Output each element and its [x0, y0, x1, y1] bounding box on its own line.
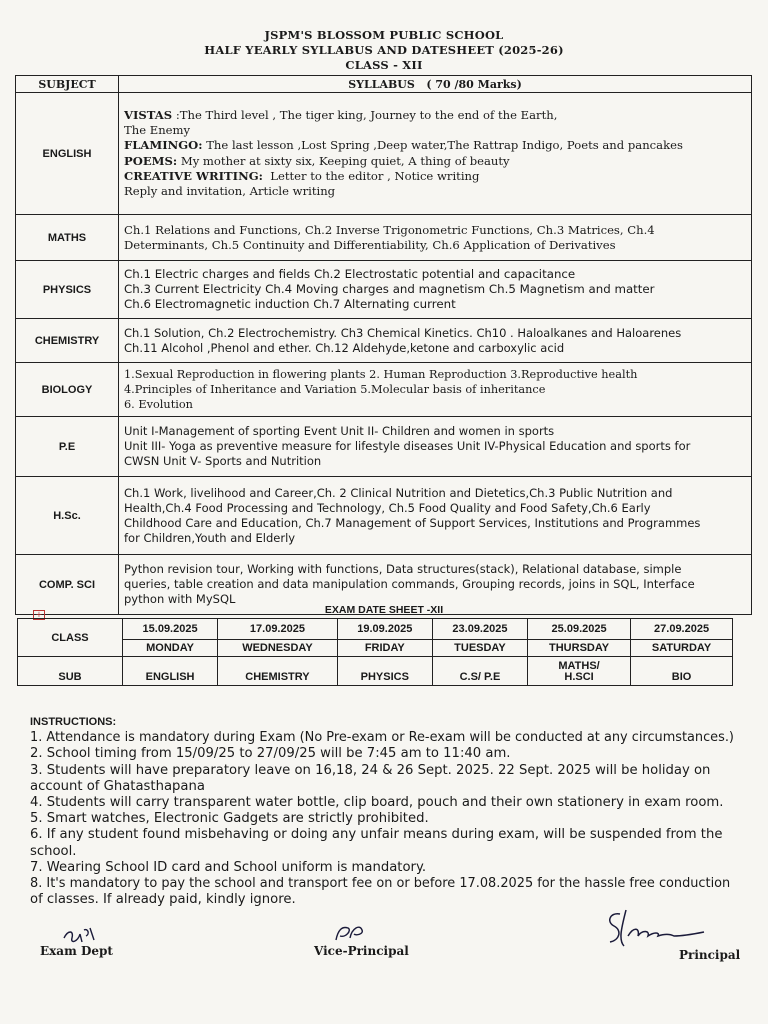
instruction-item: 5. Smart watches, Electronic Gadgets are strictly prohibited. [30, 811, 429, 827]
exam-subject: ENGLISH [123, 657, 218, 686]
syllabus-column-header: SYLLABUS ( 70 /80 Marks) [119, 76, 752, 93]
datesheet-table [17, 618, 733, 686]
creative-writing-label: CREATIVE WRITING: [124, 168, 263, 183]
exam-date: 15.09.2025 [123, 619, 218, 640]
vistas-label: VISTAS [124, 107, 173, 122]
syllabus-line: Determinants, Ch.5 Continuity and Differentiability, Ch.6 Application of Derivatives [124, 237, 616, 252]
datesheet-date-row [18, 619, 733, 640]
syllabus-header-row [16, 76, 752, 93]
syllabus-row-pe [16, 417, 752, 477]
syllabus-line: Ch.3 Current Electricity Ch.4 Moving charges and magnetism Ch.5 Magnetism and matter [124, 282, 655, 296]
syllabus-line: Ch.1 Electric charges and fields Ch.2 Electrostatic potential and capacitance [124, 267, 576, 281]
class-heading: CLASS - XII [345, 58, 423, 72]
instruction-item: school. [30, 843, 77, 859]
subject-biology: BIOLOGY [16, 363, 119, 417]
exam-dept-label: Exam Dept [40, 944, 113, 958]
syllabus-line: 4.Principles of Inheritance and Variation 5.Molecular basis of inheritance [124, 383, 546, 396]
syllabus-physics [119, 261, 752, 319]
instruction-item: 8. It's mandatory to pay the school and transport fee on or before 17.08.2025 for the hassle free conduction [30, 876, 731, 892]
instruction-item: 3. Students will have preparatory leave on 16,18, 24 & 26 Sept. 2025. 22 Sept. 2025 will be holiday on [30, 762, 711, 778]
datesheet-class-label: CLASS [18, 619, 123, 657]
subject-maths: MATHS [16, 215, 119, 261]
syllabus-row-physics [16, 261, 752, 319]
syllabus-row-english [16, 93, 752, 215]
vistas-text-cont: The Enemy [124, 123, 191, 138]
syllabus-line: Health,Ch.4 Food Processing and Technology, Ch.5 Food Quality and Food Safety,Ch.6 Early [124, 500, 651, 515]
principal-signature-icon [600, 906, 710, 952]
exam-date: 27.09.2025 [631, 619, 733, 640]
syllabus-maths [119, 215, 752, 261]
instruction-item: 6. If any student found misbehaving or doing any unfair means during exam, will be suspended from the [30, 827, 723, 843]
exam-subject: CHEMISTRY [218, 657, 338, 686]
syllabus-line: CWSN Unit V- Sports and Nutrition [124, 454, 322, 468]
syllabus-row-hsc [16, 477, 752, 555]
syllabus-row-biology [16, 363, 752, 417]
exam-subject: BIO [631, 657, 733, 686]
exam-date: 17.09.2025 [218, 619, 338, 640]
exam-subject: C.S/ P.E [432, 657, 527, 686]
instruction-item: 2. School timing from 15/09/25 to 27/09/25 will be 7:45 am to 11:40 am. [30, 746, 511, 762]
syllabus-line: for Children,Youth and Elderly [124, 530, 296, 545]
principal-label: Principal [679, 948, 741, 962]
exam-subject: MATHS/ H.SCI [528, 657, 631, 686]
poems-text: My mother at sixty six, Keeping quiet, A thing of beauty [177, 153, 510, 168]
syllabus-line: Unit I-Management of sporting Event Unit II- Children and women in sports [124, 424, 555, 438]
syllabus-pe [119, 417, 752, 477]
creative-writing-text: Letter to the editor , Notice writing [262, 168, 480, 183]
syllabus-line: Ch.6 Electromagnetic induction Ch.7 Alternating current [124, 297, 456, 311]
poems-label: POEMS: [124, 153, 178, 168]
instructions-heading: INSTRUCTIONS: [30, 716, 117, 728]
syllabus-line: Ch.1 Solution, Ch.2 Electrochemistry. Ch3 Chemical Kinetics. Ch10 . Haloalkanes and Haloarenes [124, 325, 682, 340]
exam-day: THURSDAY [528, 640, 631, 657]
subject-physics: PHYSICS [16, 261, 119, 319]
syllabus-biology [119, 363, 752, 417]
plus-box-icon: + [33, 610, 45, 620]
datesheet-day-row [18, 640, 733, 657]
syllabus-line: Unit III- Yoga as preventive measure for lifestyle diseases Unit IV-Physical Education and sports for [124, 439, 691, 453]
syllabus-english [119, 93, 752, 215]
subject-pe: P.E [16, 417, 119, 477]
syllabus-chemistry [119, 319, 752, 363]
exam-day: WEDNESDAY [218, 640, 338, 657]
syllabus-line: Python revision tour, Working with functions, Data structures(stack), Relational database, simple [124, 562, 682, 576]
syllabus-row-maths [16, 215, 752, 261]
syllabus-line: 1.Sexual Reproduction in flowering plants 2. Human Reproduction 3.Reproductive health [124, 368, 638, 381]
instructions [30, 714, 750, 908]
exam-date: 25.09.2025 [528, 619, 631, 640]
subject-chemistry: CHEMISTRY [16, 319, 119, 363]
subject-hsc: H.Sc. [16, 477, 119, 555]
vice-principal-signature-icon [332, 922, 368, 944]
exam-date: 23.09.2025 [432, 619, 527, 640]
syllabus-line: Ch.11 Alcohol ,Phenol and ether. Ch.12 Aldehyde,ketone and carboxylic acid [124, 340, 565, 355]
creative-writing-text-cont: Reply and invitation, Article writing [124, 183, 336, 198]
document-title: HALF YEARLY SYLLABUS AND DATESHEET (2025-26) [204, 43, 564, 57]
datesheet-title: EXAM DATE SHEET -XII [324, 604, 444, 616]
exam-date: 19.09.2025 [337, 619, 432, 640]
instruction-item: 4. Students will carry transparent water bottle, clip board, pouch and their own stationery in exam room. [30, 795, 724, 811]
datesheet-sub-label: SUB [18, 657, 123, 686]
syllabus-line: Ch.1 Relations and Functions, Ch.2 Inverse Trigonometric Functions, Ch.3 Matrices, Ch.4 [124, 222, 655, 237]
subject-compsci: COMP. SCI [16, 555, 119, 615]
vistas-text: :The Third level , The tiger king, Journey to the end of the Earth, [172, 107, 558, 122]
vice-principal-label: Vice-Principal [314, 944, 409, 958]
exam-subject: PHYSICS [337, 657, 432, 686]
syllabus-row-chemistry [16, 319, 752, 363]
instruction-item: 7. Wearing School ID card and School uniform is mandatory. [30, 859, 427, 875]
flamingo-text: The last lesson ,Lost Spring ,Deep water,The Rattrap Indigo, Poets and pancakes [202, 138, 683, 153]
document-header [0, 0, 768, 73]
syllabus-table [15, 75, 752, 615]
school-name: JSPM'S BLOSSOM PUBLIC SCHOOL [264, 28, 504, 42]
syllabus-hsc [119, 477, 752, 555]
syllabus-line: Childhood Care and Education, Ch.7 Management of Support Services, Institutions and Programmes [124, 515, 701, 530]
instruction-item: 1. Attendance is mandatory during Exam (No Pre-exam or Re-exam will be conducted at any circumstances.) [30, 730, 734, 746]
subject-english: ENGLISH [16, 93, 119, 215]
syllabus-line: python with MySQL [124, 592, 236, 606]
syllabus-line: Ch.1 Work, livelihood and Career,Ch. 2 Clinical Nutrition and Dietetics,Ch.3 Public Nutrition and [124, 485, 673, 500]
instruction-item: account of Ghatasthapana [30, 778, 205, 794]
instruction-item: of classes. If already paid, kindly ignore. [30, 892, 296, 908]
exam-day: TUESDAY [432, 640, 527, 657]
exam-day: MONDAY [123, 640, 218, 657]
flamingo-label: FLAMINGO: [124, 138, 203, 153]
subject-column-header: SUBJECT [16, 76, 119, 93]
syllabus-line: queries, table creation and data manipulation commands, Grouping records, joins in SQL, Interface [124, 577, 695, 591]
exam-day: FRIDAY [337, 640, 432, 657]
exam-day: SATURDAY [631, 640, 733, 657]
datesheet-subject-row [18, 657, 733, 686]
syllabus-line: 6. Evolution [124, 398, 193, 411]
